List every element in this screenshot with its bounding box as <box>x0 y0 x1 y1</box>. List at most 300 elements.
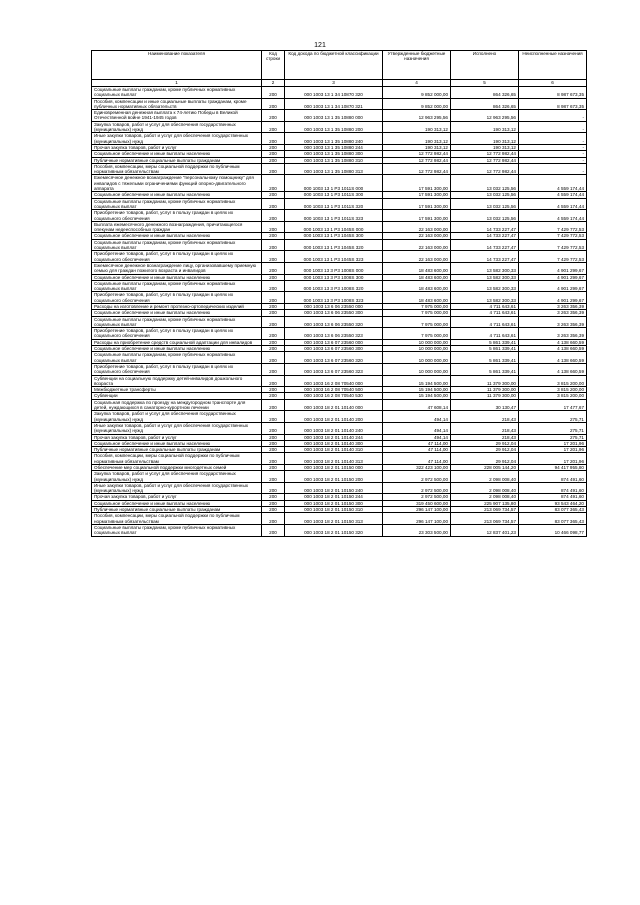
row-budget-class-code: 000 1003 13 1 P3 1011S 000 <box>285 175 383 192</box>
row-budget-class-code: 000 1003 18 2 01 10150 313 <box>285 513 383 525</box>
row-name: Прочая закупка товаров, работ и услуг <box>92 434 262 440</box>
row-name: Пособия, компенсации, меры социальной поддержки по публичным нормативным обязательствам <box>92 163 262 175</box>
row-budget-class-code: 000 1003 18 2 01 10150 240 <box>285 482 383 494</box>
table-row <box>92 339 587 345</box>
table-row <box>92 151 587 157</box>
header-executed: Исполнено <box>451 51 519 80</box>
table-row <box>92 239 587 251</box>
row-name: Расходы на изготовление и ремонт протезно-ортопедических изделий <box>92 303 262 309</box>
row-executed: 228 005 144,20 <box>451 465 519 471</box>
row-unexecuted: 83 077 365,43 <box>519 507 587 513</box>
row-line-code: 200 <box>262 151 285 157</box>
row-approved: 7 975 000,00 <box>383 303 451 309</box>
row-executed: 4 711 643,61 <box>451 303 519 309</box>
row-approved: 10 000 000,00 <box>383 346 451 352</box>
row-name: Социальное обеспечение и иные выплаты населению <box>92 233 262 239</box>
table-row <box>92 434 587 440</box>
row-budget-class-code: 000 1003 18 2 01 10140 313 <box>285 453 383 465</box>
row-unexecuted: 4 559 174,44 <box>519 175 587 192</box>
budget-execution-table <box>91 50 587 537</box>
table-row <box>92 316 587 328</box>
row-budget-class-code: 000 1003 13 1 35 10880 300 <box>285 151 383 157</box>
row-line-code: 200 <box>262 399 285 411</box>
row-budget-class-code: 000 1003 18 2 01 10150 320 <box>285 524 383 536</box>
row-executed: 2 098 008,40 <box>451 471 519 483</box>
row-approved: 22 163 000,00 <box>383 239 451 251</box>
row-approved: 190 313,12 <box>383 133 451 145</box>
row-line-code: 200 <box>262 233 285 239</box>
row-name: Социальное обеспечение и иные выплаты населению <box>92 192 262 198</box>
row-name: Иные закупки товаров, работ и услуг для обеспечения государственных (муниципальных) нужд <box>92 482 262 494</box>
row-executed: 12 837 401,23 <box>451 524 519 536</box>
row-approved: 10 000 000,00 <box>383 352 451 364</box>
row-approved: 322 423 100,00 <box>383 465 451 471</box>
row-name: Социальное обеспечение и иные выплаты населению <box>92 440 262 446</box>
row-line-code: 200 <box>262 157 285 163</box>
table-row <box>92 507 587 513</box>
table-row <box>92 198 587 210</box>
row-line-code: 200 <box>262 98 285 110</box>
row-approved: 18 483 600,00 <box>383 280 451 292</box>
row-unexecuted: 4 138 660,59 <box>519 363 587 375</box>
row-budget-class-code: 000 1003 18 2 01 10140 244 <box>285 434 383 440</box>
row-unexecuted: 275,71 <box>519 422 587 434</box>
row-executed: 13 032 125,56 <box>451 192 519 198</box>
row-approved: 47 114,00 <box>383 453 451 465</box>
row-budget-class-code: 000 1003 13 6 06 23550 300 <box>285 310 383 316</box>
table-row <box>92 87 587 99</box>
row-executed: 14 733 227,47 <box>451 239 519 251</box>
table-row <box>92 292 587 304</box>
table-row <box>92 471 587 483</box>
row-line-code: 200 <box>262 274 285 280</box>
row-line-code: 200 <box>262 513 285 525</box>
row-budget-class-code: 000 1003 13 1 34 10870 320 <box>285 87 383 99</box>
row-line-code: 200 <box>262 192 285 198</box>
table-row <box>92 233 587 239</box>
row-unexecuted: 3 815 200,00 <box>519 393 587 399</box>
table-row <box>92 210 587 222</box>
row-budget-class-code: 000 1003 13 3 P3 1008S 320 <box>285 280 383 292</box>
row-executed: 13 032 125,56 <box>451 198 519 210</box>
row-name: Социальное обеспечение и иные выплаты населению <box>92 500 262 506</box>
row-executed: 12 963 295,56 <box>451 110 519 122</box>
row-line-code: 200 <box>262 144 285 150</box>
row-budget-class-code: 000 1003 13 6 06 23550 320 <box>285 316 383 328</box>
row-name: Социальные выплаты гражданам, кроме публичных нормативных социальных выплат <box>92 239 262 251</box>
row-line-code: 200 <box>262 328 285 340</box>
row-line-code: 200 <box>262 375 285 387</box>
row-unexecuted: 3 263 356,39 <box>519 328 587 340</box>
row-name: Публичные нормативные социальные выплаты гражданам <box>92 447 262 453</box>
row-unexecuted: 4 901 299,67 <box>519 262 587 274</box>
table-row <box>92 310 587 316</box>
row-approved: 15 194 500,00 <box>383 375 451 387</box>
table-row <box>92 440 587 446</box>
row-name: Пособия, компенсации, меры социальной поддержки по публичным нормативным обязательствам <box>92 453 262 465</box>
table-row <box>92 121 587 133</box>
row-line-code: 200 <box>262 393 285 399</box>
row-line-code: 200 <box>262 524 285 536</box>
table-row <box>92 411 587 423</box>
table-row <box>92 133 587 145</box>
row-executed: 11 379 300,00 <box>451 375 519 387</box>
row-approved: 15 194 500,00 <box>383 387 451 393</box>
table-row <box>92 453 587 465</box>
row-unexecuted: 4 138 660,59 <box>519 346 587 352</box>
row-name: Ежемесячное денежное вознаграждение "персональному помощнику" для инвалидов с тяжелыми ограничениями функций опорно-двигательного аппарата <box>92 175 262 192</box>
row-executed: 29 912,04 <box>451 440 519 446</box>
row-approved: 2 972 500,00 <box>383 482 451 494</box>
row-approved: 7 975 000,00 <box>383 310 451 316</box>
row-unexecuted: 275,71 <box>519 434 587 440</box>
row-approved: 10 000 000,00 <box>383 363 451 375</box>
row-executed: 5 861 339,41 <box>451 339 519 345</box>
row-approved: 12 772 982,44 <box>383 163 451 175</box>
row-approved: 2 972 500,00 <box>383 471 451 483</box>
table-row <box>92 363 587 375</box>
row-executed: 12 772 982,44 <box>451 157 519 163</box>
row-name: Приобретение товаров, работ, услуг в пользу граждан в целях их социального обеспечения <box>92 292 262 304</box>
table-row <box>92 494 587 500</box>
table-row <box>92 524 587 536</box>
column-number: 3 <box>285 80 383 87</box>
row-line-code: 200 <box>262 198 285 210</box>
row-line-code: 200 <box>262 482 285 494</box>
row-name: Приобретение товаров, работ, услуг в пользу граждан в целях их социального обеспечения <box>92 328 262 340</box>
row-budget-class-code: 000 1003 13 6 07 23560 300 <box>285 346 383 352</box>
row-approved: 494,14 <box>383 411 451 423</box>
row-budget-class-code: 000 1003 18 2 01 10150 310 <box>285 507 383 513</box>
row-unexecuted: 17 201,96 <box>519 440 587 446</box>
row-line-code: 200 <box>262 346 285 352</box>
row-line-code: 200 <box>262 303 285 309</box>
row-approved: 17 591 300,00 <box>383 175 451 192</box>
row-executed: 5 861 339,41 <box>451 346 519 352</box>
row-executed: 4 711 643,61 <box>451 316 519 328</box>
row-unexecuted: 3 263 356,39 <box>519 316 587 328</box>
row-budget-class-code: 000 1003 13 3 P3 1008S 000 <box>285 262 383 274</box>
header-budget-class-code: Код дохода по бюджетной классификации <box>285 51 383 80</box>
row-unexecuted: 7 429 772,53 <box>519 221 587 233</box>
row-executed: 190 313,12 <box>451 133 519 145</box>
row-budget-class-code: 000 1003 13 1 P3 1045S 323 <box>285 251 383 263</box>
row-unexecuted: 8 987 673,35 <box>519 87 587 99</box>
row-executed: 14 733 227,47 <box>451 233 519 239</box>
row-executed: 864 326,65 <box>451 98 519 110</box>
row-approved: 494,14 <box>383 434 451 440</box>
row-budget-class-code: 000 1003 16 2 08 70540 500 <box>285 387 383 393</box>
row-line-code: 200 <box>262 387 285 393</box>
row-executed: 864 326,65 <box>451 87 519 99</box>
table-header-row <box>92 51 587 80</box>
row-budget-class-code: 000 1003 18 2 01 10150 200 <box>285 471 383 483</box>
table-row <box>92 352 587 364</box>
row-unexecuted: 17 201,96 <box>519 453 587 465</box>
row-line-code: 200 <box>262 447 285 453</box>
row-budget-class-code: 000 1003 13 1 35 10880 200 <box>285 121 383 133</box>
row-name: Пособия, компенсации, меры социальной поддержки по публичным нормативным обязательствам <box>92 513 262 525</box>
row-name: Публичные нормативные социальные выплаты гражданам <box>92 157 262 163</box>
row-budget-class-code: 000 1003 13 6 06 23550 000 <box>285 303 383 309</box>
row-executed: 225 907 135,80 <box>451 500 519 506</box>
row-budget-class-code: 000 1003 18 2 01 10140 300 <box>285 440 383 446</box>
table-row <box>92 375 587 387</box>
row-approved: 296 147 100,00 <box>383 513 451 525</box>
row-unexecuted: 275,71 <box>519 411 587 423</box>
row-approved: 23 303 500,00 <box>383 524 451 536</box>
row-line-code: 200 <box>262 251 285 263</box>
row-approved: 190 313,12 <box>383 121 451 133</box>
row-unexecuted: 10 466 098,77 <box>519 524 587 536</box>
row-budget-class-code: 000 1003 13 1 P3 1045S 320 <box>285 239 383 251</box>
row-line-code: 200 <box>262 239 285 251</box>
row-budget-class-code: 000 1003 13 6 07 23560 320 <box>285 352 383 364</box>
row-unexecuted: 17 201,96 <box>519 447 587 453</box>
column-number: 4 <box>383 80 451 87</box>
row-budget-class-code: 000 1003 13 6 07 23560 000 <box>285 339 383 345</box>
row-line-code: 200 <box>262 363 285 375</box>
row-name: Иные закупки товаров, работ и услуг для обеспечения государственных (муниципальных) нужд <box>92 422 262 434</box>
row-name: Социальные выплаты гражданам, кроме публичных нормативных социальных выплат <box>92 316 262 328</box>
row-approved: 12 772 982,44 <box>383 151 451 157</box>
row-approved: 17 591 300,00 <box>383 210 451 222</box>
row-line-code: 200 <box>262 471 285 483</box>
row-name: Социальные выплаты гражданам, кроме публичных нормативных социальных выплат <box>92 198 262 210</box>
row-line-code: 200 <box>262 465 285 471</box>
row-line-code: 200 <box>262 411 285 423</box>
row-executed: 13 582 300,33 <box>451 292 519 304</box>
row-name: Закупка товаров, работ и услуг для обеспечения государственных (муниципальных) нужд <box>92 471 262 483</box>
row-unexecuted: 4 559 174,44 <box>519 192 587 198</box>
row-budget-class-code: 000 1003 18 2 01 10150 300 <box>285 500 383 506</box>
row-budget-class-code: 000 1003 18 2 01 10140 200 <box>285 411 383 423</box>
table-row <box>92 500 587 506</box>
row-line-code: 200 <box>262 494 285 500</box>
row-unexecuted: 4 138 660,59 <box>519 339 587 345</box>
table-row <box>92 328 587 340</box>
row-line-code: 200 <box>262 310 285 316</box>
row-budget-class-code: 000 1003 13 1 35 10880 240 <box>285 133 383 145</box>
page-number: 121 <box>314 42 326 49</box>
row-approved: 22 163 000,00 <box>383 251 451 263</box>
table-row <box>92 274 587 280</box>
table-row <box>92 144 587 150</box>
table-row <box>92 262 587 274</box>
column-number: 2 <box>262 80 285 87</box>
row-executed: 218,43 <box>451 422 519 434</box>
row-executed: 29 912,04 <box>451 453 519 465</box>
row-unexecuted: 874 491,60 <box>519 471 587 483</box>
row-unexecuted: - <box>519 157 587 163</box>
row-line-code: 200 <box>262 210 285 222</box>
row-executed: 213 069 734,57 <box>451 513 519 525</box>
row-unexecuted: - <box>519 110 587 122</box>
row-name: Субвенции <box>92 393 262 399</box>
table-body <box>92 87 587 537</box>
header-approved: Утвержденные бюджетные назначения <box>383 51 451 80</box>
row-executed: 2 098 008,40 <box>451 494 519 500</box>
row-name: Обеспечение мер социальной поддержки многодетных семей <box>92 465 262 471</box>
row-budget-class-code: 000 1003 18 2 01 10140 000 <box>285 399 383 411</box>
row-line-code: 200 <box>262 316 285 328</box>
row-approved: 17 591 300,00 <box>383 198 451 210</box>
row-executed: 13 032 125,56 <box>451 210 519 222</box>
header-indicator-name: Наименование показателя <box>92 51 262 80</box>
row-approved: 319 450 600,00 <box>383 500 451 506</box>
row-budget-class-code: 000 1003 13 6 07 23560 323 <box>285 363 383 375</box>
row-approved: 15 194 500,00 <box>383 393 451 399</box>
row-unexecuted: - <box>519 151 587 157</box>
row-executed: 4 711 643,61 <box>451 328 519 340</box>
row-line-code: 200 <box>262 280 285 292</box>
row-approved: 494,14 <box>383 422 451 434</box>
row-line-code: 200 <box>262 440 285 446</box>
row-approved: 47 608,14 <box>383 399 451 411</box>
row-name: Социальное обеспечение и иные выплаты населению <box>92 151 262 157</box>
row-name: Межбюджетные трансферты <box>92 387 262 393</box>
table-row <box>92 447 587 453</box>
row-executed: 12 772 982,44 <box>451 163 519 175</box>
row-name: Социальные выплаты гражданам, кроме публичных нормативных социальных выплат <box>92 87 262 99</box>
row-unexecuted: 7 429 772,53 <box>519 233 587 239</box>
row-name: Социальное обеспечение и иные выплаты населению <box>92 346 262 352</box>
row-executed: 2 098 008,40 <box>451 482 519 494</box>
row-approved: 9 852 000,00 <box>383 87 451 99</box>
row-executed: 4 711 643,61 <box>451 310 519 316</box>
row-unexecuted: 4 901 299,67 <box>519 280 587 292</box>
row-unexecuted: 874 491,60 <box>519 494 587 500</box>
row-budget-class-code: 000 1003 13 1 P3 1045S 000 <box>285 221 383 233</box>
row-executed: 213 069 734,57 <box>451 507 519 513</box>
row-budget-class-code: 000 1003 13 1 35 10880 244 <box>285 144 383 150</box>
row-executed: 29 912,04 <box>451 447 519 453</box>
row-budget-class-code: 000 1003 13 1 P3 1045S 300 <box>285 233 383 239</box>
row-executed: 14 733 227,47 <box>451 221 519 233</box>
row-budget-class-code: 000 1003 13 1 P3 1011S 300 <box>285 192 383 198</box>
row-name: Социальные выплаты гражданам, кроме публичных нормативных социальных выплат <box>92 352 262 364</box>
row-unexecuted: 3 815 200,00 <box>519 375 587 387</box>
row-approved: 12 772 982,44 <box>383 157 451 163</box>
row-unexecuted: 7 429 772,53 <box>519 251 587 263</box>
table-row <box>92 280 587 292</box>
row-approved: 18 483 600,00 <box>383 292 451 304</box>
row-unexecuted: 8 987 673,35 <box>519 98 587 110</box>
row-executed: 11 379 300,00 <box>451 387 519 393</box>
row-unexecuted: 93 543 464,20 <box>519 500 587 506</box>
table-row <box>92 251 587 263</box>
row-name: Приобретение товаров, работ, услуг в пользу граждан в целях их социального обеспечения <box>92 363 262 375</box>
row-approved: 47 114,00 <box>383 447 451 453</box>
row-line-code: 200 <box>262 422 285 434</box>
row-budget-class-code: 000 1003 13 1 35 10880 310 <box>285 157 383 163</box>
row-name: Выплата ежемесячного денежного вознаграждения, причитающегося опекунам недееспособных граждан <box>92 221 262 233</box>
row-approved: 9 852 000,00 <box>383 98 451 110</box>
row-name: Ежемесячное денежное вознаграждение лицу, организовавшему приемную семью для граждан пожилого возраста и инвалидов <box>92 262 262 274</box>
table-row <box>92 303 587 309</box>
row-approved: 18 483 600,00 <box>383 274 451 280</box>
row-unexecuted: 4 138 660,59 <box>519 352 587 364</box>
row-name: Приобретение товаров, работ, услуг в пользу граждан в целях их социального обеспечения <box>92 210 262 222</box>
header-unexecuted: Неисполненные назначения <box>519 51 587 80</box>
row-approved: 190 313,12 <box>383 144 451 150</box>
row-line-code: 200 <box>262 434 285 440</box>
row-unexecuted: 3 263 356,39 <box>519 303 587 309</box>
row-name: Социальная поддержка по проезду на междугородном транспорте для детей, нуждающихся в санаторно-курортном лечении <box>92 399 262 411</box>
row-approved: 47 114,00 <box>383 440 451 446</box>
row-approved: 18 483 600,00 <box>383 262 451 274</box>
row-line-code: 200 <box>262 292 285 304</box>
row-executed: 13 582 300,33 <box>451 262 519 274</box>
table-row <box>92 98 587 110</box>
row-name: Закупка товаров, работ и услуг для обеспечения государственных (муниципальных) нужд <box>92 411 262 423</box>
row-name: Пособия, компенсации и иные социальные выплаты гражданам, кроме публичных нормативных обязательств <box>92 98 262 110</box>
table-row <box>92 465 587 471</box>
row-name: Расходы на приобретение средств социальной адаптации для инвалидов <box>92 339 262 345</box>
row-executed: 30 130,47 <box>451 399 519 411</box>
header-line-code: Код строки <box>262 51 285 80</box>
row-executed: 13 582 300,33 <box>451 274 519 280</box>
row-unexecuted: - <box>519 144 587 150</box>
row-line-code: 200 <box>262 500 285 506</box>
row-line-code: 200 <box>262 121 285 133</box>
row-executed: 5 861 339,41 <box>451 363 519 375</box>
row-name: Иные закупки товаров, работ и услуг для обеспечения государственных (муниципальных) нужд <box>92 133 262 145</box>
row-line-code: 200 <box>262 133 285 145</box>
row-name: Публичные нормативные социальные выплаты гражданам <box>92 507 262 513</box>
row-executed: 11 379 300,00 <box>451 393 519 399</box>
column-number: 1 <box>92 80 262 87</box>
table-row <box>92 482 587 494</box>
row-line-code: 200 <box>262 339 285 345</box>
row-unexecuted: - <box>519 133 587 145</box>
row-unexecuted: 94 417 955,80 <box>519 465 587 471</box>
table-row <box>92 175 587 192</box>
row-name: Социальные выплаты гражданам, кроме публичных нормативных социальных выплат <box>92 280 262 292</box>
row-budget-class-code: 000 1003 18 2 01 10150 244 <box>285 494 383 500</box>
row-unexecuted: 17 477,67 <box>519 399 587 411</box>
table-row <box>92 513 587 525</box>
row-executed: 14 733 227,47 <box>451 251 519 263</box>
row-executed: 218,43 <box>451 434 519 440</box>
row-unexecuted: 4 901 299,67 <box>519 292 587 304</box>
row-line-code: 200 <box>262 175 285 192</box>
table-row <box>92 163 587 175</box>
row-budget-class-code: 000 1003 13 1 34 10870 321 <box>285 98 383 110</box>
row-executed: 13 582 300,33 <box>451 280 519 292</box>
row-unexecuted: 4 901 299,67 <box>519 274 587 280</box>
row-line-code: 200 <box>262 221 285 233</box>
row-approved: 22 163 000,00 <box>383 233 451 239</box>
row-name: Закупка товаров, работ и услуг для обеспечения государственных (муниципальных) нужд <box>92 121 262 133</box>
row-executed: 218,43 <box>451 411 519 423</box>
row-name: Социальные выплаты гражданам, кроме публичных нормативных социальных выплат <box>92 524 262 536</box>
row-approved: 7 975 000,00 <box>383 328 451 340</box>
row-name: Социальное обеспечение и иные выплаты населению <box>92 310 262 316</box>
row-unexecuted: 874 491,60 <box>519 482 587 494</box>
row-line-code: 200 <box>262 352 285 364</box>
row-budget-class-code: 000 1003 13 3 P3 1008S 323 <box>285 292 383 304</box>
row-budget-class-code: 000 1003 13 1 P3 1011S 320 <box>285 198 383 210</box>
row-unexecuted: 3 815 200,00 <box>519 387 587 393</box>
row-executed: 190 313,12 <box>451 121 519 133</box>
row-budget-class-code: 000 1003 13 1 35 10880 313 <box>285 163 383 175</box>
row-budget-class-code: 000 1003 16 2 08 70540 530 <box>285 393 383 399</box>
row-budget-class-code: 000 1003 13 6 06 23550 323 <box>285 328 383 340</box>
table-row <box>92 346 587 352</box>
row-line-code: 200 <box>262 453 285 465</box>
row-unexecuted: 4 559 174,44 <box>519 210 587 222</box>
